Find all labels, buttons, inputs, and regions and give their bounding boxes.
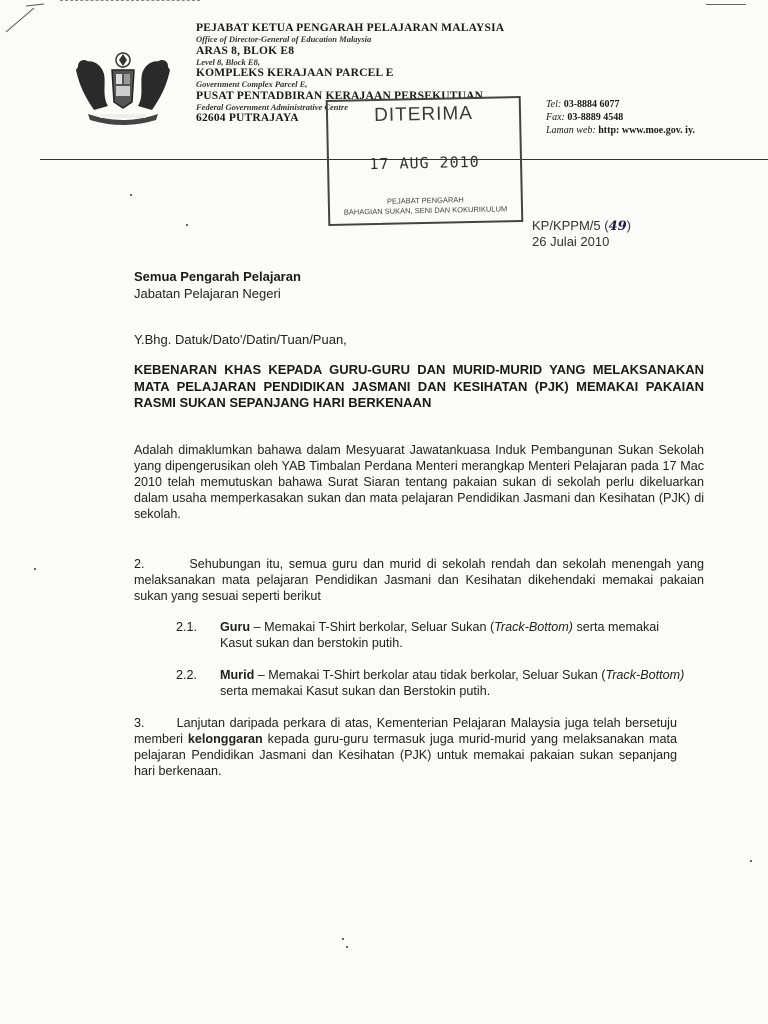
sub-item-text-a: – Memakai T-Shirt berkolar, Seluar Sukan (	[250, 620, 495, 634]
scan-edge	[706, 4, 746, 5]
tel-label: Tel:	[546, 99, 562, 110]
floor-line: ARAS 8, BLOK E8	[196, 44, 295, 57]
office-name: PEJABAT KETUA PENGARAH PELAJARAN MALAYSIA	[196, 22, 505, 34]
paragraph-3	[134, 715, 677, 779]
complex-line-en: Government Complex Parcel E,	[196, 79, 308, 89]
postcode-line: 62604 PUTRAJAYA	[196, 112, 299, 124]
stamp-office-line1: PEJABAT PENGARAH	[386, 195, 464, 206]
paragraph-3-tail: kepada guru-guru termasuk juga murid-murid yang melaksanakan mata pelajaran Pendidikan Jasmani dan Kesihatan (PJK) untuk memakai pakaian sukan sepanjang hari berkenaan.	[134, 732, 678, 778]
speck	[346, 946, 348, 948]
web-row	[546, 124, 756, 137]
sub-item-text-b: serta memakai Kasut sukan dan berstokin putih.	[220, 620, 660, 650]
fax-value: 03-8889 4548	[567, 112, 624, 123]
ref-suffix: )	[626, 218, 632, 233]
stamp-heading: DITERIMA	[373, 102, 474, 127]
sub-item-text-b: serta memakai Kasut sukan dan Berstokin putih.	[220, 684, 491, 698]
subject-heading: KEBENARAN KHAS KEPADA GURU-GURU DAN MURID-MURID YANG MELAKSANAKAN MATA PELAJARAN PENDIDIKAN JASMANI DAN KESIHATAN (PJK) MEMAKAI PAKAIAN RASMI SUKAN SEPANJANG HARI BERKENAAN	[134, 362, 704, 410]
sub-item-italic: Track-Bottom)	[494, 620, 573, 634]
stamp-office-line2: BAHAGIAN SUKAN, SENI DAN KOKURIKULUM	[343, 204, 508, 217]
office-name-en: Office of Director-General of Education Malaysia	[196, 34, 372, 44]
sub-item-number: 2.2.	[176, 668, 198, 682]
tel-value: 03-8884 6077	[563, 99, 620, 110]
stamp-date: 17 AUG 2010	[369, 152, 480, 174]
web-label: Laman web:	[546, 125, 596, 136]
speck	[130, 194, 132, 196]
addressee-line2: Jabatan Pelajaran Negeri	[134, 286, 281, 301]
sub-item-term: Guru	[220, 620, 251, 634]
sub-item-text	[220, 667, 690, 699]
centre-line: PUSAT PENTADBIRAN KERAJAAN PERSEKUTUAN	[196, 89, 484, 102]
fax-row	[546, 111, 756, 124]
reference-number	[532, 218, 631, 234]
floor-line-en: Level 8, Block E8,	[196, 56, 260, 67]
speck	[186, 224, 188, 226]
paragraph-3-lead: 3. Lanjutan daripada perkara di atas, Kementerian Pelajaran Malaysia juga telah bersetuju memberi	[134, 716, 677, 746]
ref-prefix: KP/KPPM/5 (	[532, 218, 609, 233]
speck	[750, 860, 752, 862]
sub-item-text-a: – Memakai T-Shirt berkolar atau tidak berkolar, Seluar Sukan (	[254, 668, 606, 682]
web-value: http: www.moe.gov. iy.	[598, 125, 695, 136]
complex-line: KOMPLEKS KERAJAAN PARCEL E	[196, 67, 394, 79]
paragraph-2: 2. Sehubungan itu, semua guru dan murid di sekolah rendah dan sekolah menengah yang melaksanakan mata pelajaran Pendidikan Jasmani dan Kesihatan dikehendaki memakai pakaian sukan yang sesuai seperti berikut	[134, 557, 704, 603]
fax-label: Fax:	[546, 112, 565, 123]
salutation: Y.Bhg. Datuk/Dato'/Datin/Tuan/Puan,	[134, 332, 347, 347]
sub-item-italic: Track-Bottom)	[605, 668, 685, 682]
received-stamp	[326, 96, 524, 226]
reference-block	[532, 218, 631, 249]
speck	[34, 568, 36, 570]
ref-handwritten-number: 49	[608, 219, 627, 234]
paragraph-1: Adalah dimaklumkan bahawa dalam Mesyuarat Jawatankuasa Induk Pembangunan Sukan Sekolah yang dipengerusikan oleh YAB Timbalan Perdana Menteri merangkap Menteri Pelajaran pada 17 Mac 2010 telah memutuskan bahawa Surat Siaran tentang pakaian sukan di sekolah perlu dikeluarkan dalam usaha memperkasakan sukan dan mata pelajaran Pendidikan Jasmani dan Kesihatan (PJK) di sekolah.	[134, 443, 704, 521]
addressee-line1: Semua Pengarah Pelajaran	[134, 269, 301, 284]
centre-line-en: Federal Government Administrative Centre	[196, 101, 348, 112]
scan-edge	[60, 0, 200, 4]
sub-item-term: Murid	[220, 668, 255, 682]
paragraph-3-bold: kelonggaran	[187, 732, 263, 746]
letter-date: 26 Julai 2010	[532, 234, 610, 249]
sub-item-text	[220, 619, 690, 651]
contact-block	[546, 98, 756, 137]
speck	[342, 938, 344, 940]
scan-mark	[4, 2, 48, 36]
sub-item-number: 2.1.	[176, 620, 198, 634]
addressee	[134, 268, 301, 302]
tel-row	[546, 98, 756, 111]
coat-of-arms-logo	[66, 50, 180, 126]
